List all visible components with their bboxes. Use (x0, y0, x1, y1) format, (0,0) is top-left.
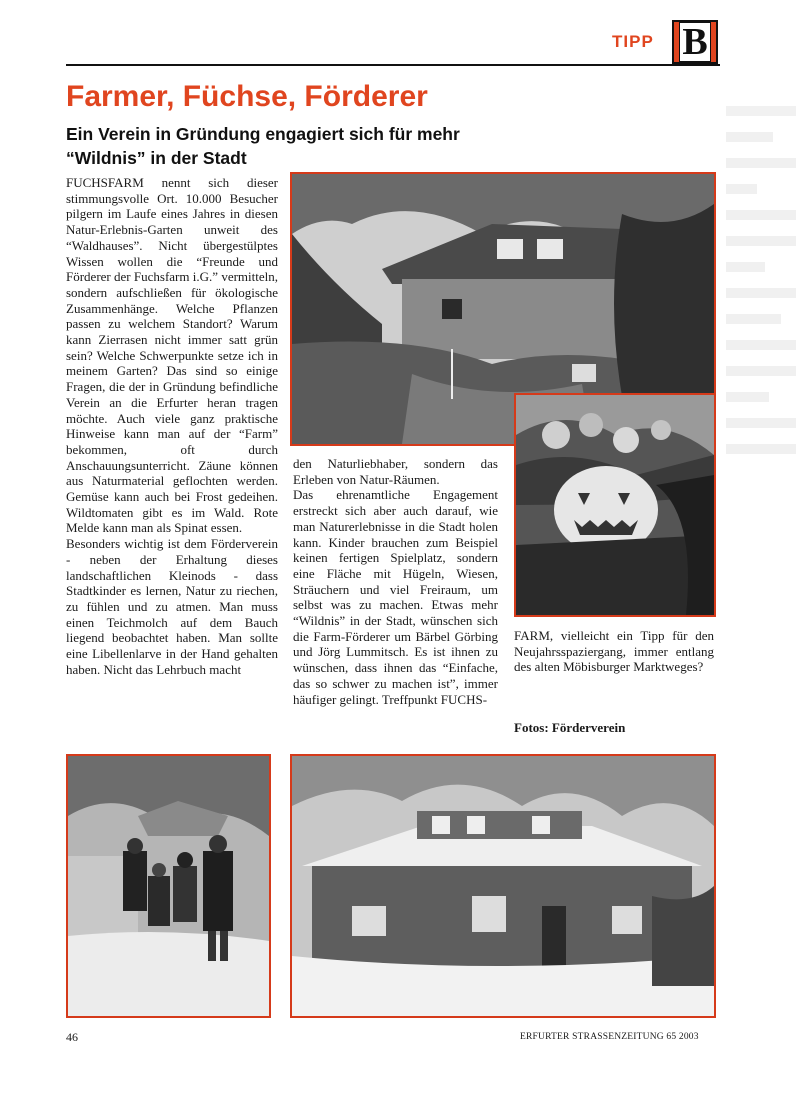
photo-children-snow (66, 754, 271, 1018)
photo-farmhouse-winter (290, 754, 716, 1018)
paragraph: FUCHSFARM nennt sich dieser stimmungsvolle Ort. 10.000 Besucher pilgern im Laufe eines Jahres in diesen Natur-Erlebnis-Garten unweit des “Waldhauses”. Nicht übergestülptes Wissen wollen die “Freunde und Förderer der Fuchsfarm i.G.” vermitteln, sondern aufschließen für ökologische Zusammenhänge. Welche Pflanzen passen zu welchem Standort? Warum kann Zierrasen nicht immer satt grün sein? Welche Schwerpunkte setze ich in meinem Garten? Das sind so einige Fragen, die der in Gründung befindliche Verein an die Erfurter heran tragen möchte. Auch viele ganz praktische Hinweise kann man auf der “Farm” bekommen, oft durch Anschauungsunterricht. Zäune können aus Naturmaterial geflochten werden. Gemüse kann auch bei Frost gedeihen. Wildtomaten gibt es im Wald. Rote Melde kann man als Spinat essen. (66, 175, 278, 536)
paragraph: Das ehrenamtliche Engagement erstreckt sich aber auch darauf, wie man Naturerlebnisse in die Stadt holen kann. Kinder brauchen zum Beispiel keinen fertigen Spielplatz, sondern eine Fläche mit Hügeln, Wiesen, Sträuchern und viel Freiraum, um selbst was zu machen. Etwas mehr “Wildnis” in der Stadt, wünschen sich die Farm-Förderer um Bärbel Görbing und Jörg Lummitsch. Es ist ihnen zu wünschen, dass ihnen das “Einfache, das so schwer zu machen ist”, immer häufiger gelingt. Treffpunkt FUCHS- (293, 487, 498, 707)
page-number: 46 (66, 1030, 78, 1044)
logo-letter: B (679, 22, 710, 62)
article-title: Farmer, Füchse, Förderer (66, 80, 428, 113)
body-column-1 (66, 175, 278, 678)
section-tag: TIPP (612, 32, 654, 51)
article-subtitle: Ein Verein in Gründung engagiert sich für mehr “Wildnis” in der Stadt (66, 124, 460, 168)
header-rule (66, 64, 720, 66)
photo-jack-o-lantern (514, 393, 716, 617)
paragraph: den Naturliebhaber, sondern das Erleben von Natur-Räumen. (293, 456, 498, 487)
paragraph: Besonders wichtig ist dem Förderverein - neben der Erhaltung dieses landschaftlichen Kleinods - dass Stadtkinder es lernen, Natur zu riechen, zu fühlen und zu atmen. Man muss einen Teichmolch auf dem Bauch liegend beobachtet haben. Man sollte eine Libellenlarve in der Hand gehalten haben. Nicht das Lehrbuch macht (66, 536, 278, 677)
publication-footer: ERFURTER STRASSENZEITUNG 65 2003 (520, 1032, 699, 1042)
paragraph: FARM, vielleicht ein Tipp für den Neujahrsspaziergang, immer entlang des alten Möbisburger Marktweges? (514, 628, 714, 675)
bleed-through-texture (722, 90, 800, 710)
body-column-2 (293, 456, 498, 707)
body-column-3 (514, 628, 714, 675)
magazine-logo (672, 20, 718, 64)
photo-credit: Fotos: Förderverein (514, 720, 626, 735)
